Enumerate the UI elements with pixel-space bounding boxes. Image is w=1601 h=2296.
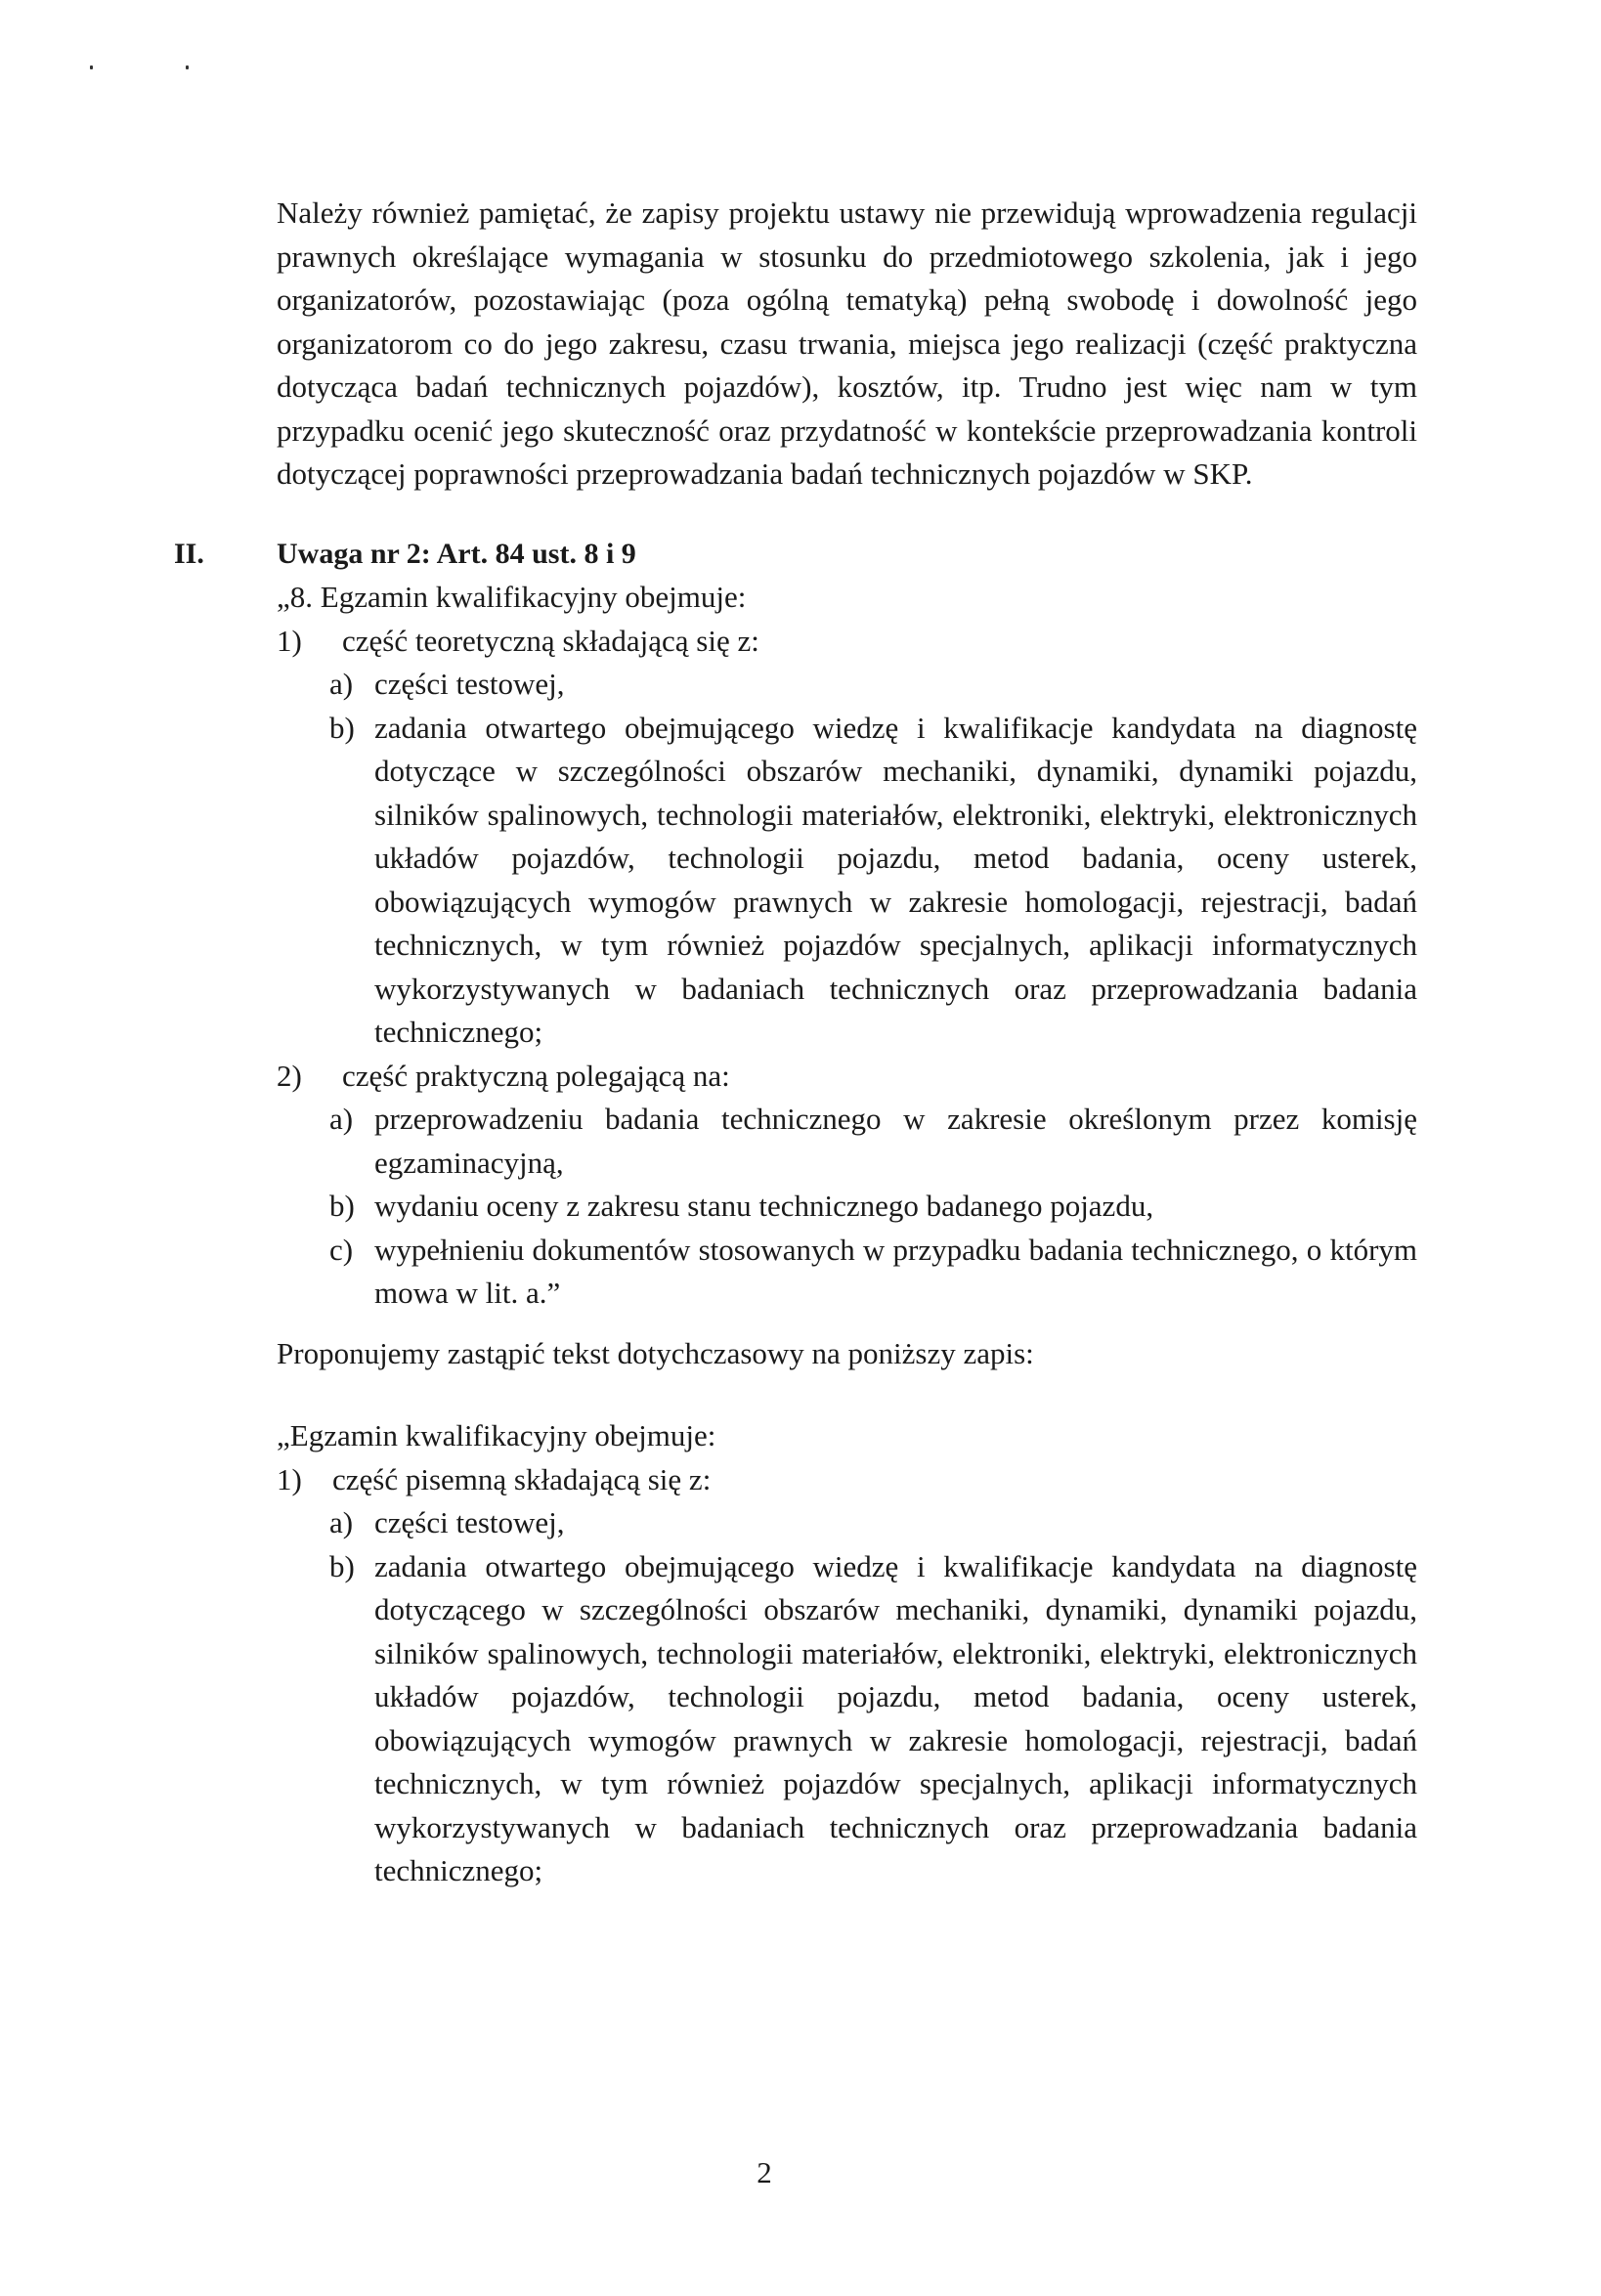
item-label: 2) [277, 1058, 302, 1093]
subitem-label: b) [329, 710, 355, 745]
item-label: 1) [277, 1461, 302, 1496]
paragraph-1: Należy również pamiętać, że zapisy projektu ustawy nie przewidują wprowadzenia regulacji prawnych określające wymagania w stosunku do przedmiotowego szkolenia, jak i jego organizatorów, pozostawiając (poza ogólną tematyką) pełną swobodę i dowolność jego organizatorom co do jego zakresu, czasu trwania, miejsca jego realizacji (część praktyczna dotycząca badań technicznych pojazdów), kosztów, itp. Trudno jest więc nam w tym przypadku ocenić jego skuteczność oraz przydatność w kontekście przeprowadzania kontroli dotyczącej poprawności przeprowadzania badań technicznych pojazdów w SKP. [277, 195, 1417, 491]
subitem-text: wydaniu oceny z zakresu stanu technicznego badanego pojazdu, [374, 1189, 1154, 1223]
subitem-text: części testowej, [374, 667, 565, 701]
item-text: część teoretyczną składającą się z: [342, 623, 759, 658]
original-item-1-sub-a [277, 663, 1417, 707]
page-number: 2 [757, 2155, 772, 2189]
item-text: część praktyczną polegającą na: [342, 1058, 730, 1093]
original-item-2-sub-a [277, 1098, 1417, 1185]
original-text-block [277, 576, 1417, 1316]
original-intro: „8. Egzamin kwalifikacyjny obejmuje: [277, 580, 747, 614]
item-text: część pisemną składającą się z: [332, 1461, 712, 1496]
subitem-text: wypełnieniu dokumentów stosowanych w przypadku badania technicznego, o którym mowa w lit. a.” [374, 1232, 1417, 1310]
proposal-intro: Proponujemy zastąpić tekst dotychczasowy na poniższy zapis: [277, 1335, 1034, 1370]
subitem-label: c) [329, 1232, 354, 1267]
original-item-2-sub-b [277, 1185, 1417, 1229]
scan-speck [90, 65, 93, 69]
proposed-item-1-sub-b [277, 1545, 1417, 1893]
subitem-text: części testowej, [374, 1505, 565, 1539]
section-heading [174, 533, 1417, 577]
proposed-item-1-sub-a [277, 1501, 1417, 1545]
scan-speck [186, 65, 189, 69]
proposed-text-block [277, 1414, 1417, 1893]
proposed-intro: „Egzamin kwalifikacyjny obejmuje: [277, 1418, 716, 1452]
section-title: Uwaga nr 2: Art. 84 ust. 8 i 9 [277, 537, 636, 570]
original-item-1-sub-b [277, 707, 1417, 1055]
item-label: 1) [277, 623, 302, 658]
subitem-label: a) [329, 1102, 354, 1136]
original-item-2 [277, 1055, 1417, 1099]
proposed-item-1 [277, 1458, 1417, 1502]
subitem-label: b) [329, 1189, 355, 1223]
original-item-2-sub-c [277, 1229, 1417, 1316]
subitem-text: zadania otwartego obejmującego wiedzę i kwalifikacje kandydata na diagnostę dotyczące w szczególności obszarów mechaniki, dynamiki, dynamiki pojazdu, silników spalinowych, technologii materiałów, elektroniki, elektryki, elektronicznych układów pojazdów, technologii pojazdu, metod badania, oceny usterek, obowiązujących wymogów prawnych w zakresie homologacji, rejestracji, badań technicznych, w tym również pojazdów specjalnych, aplikacji informatycznych wykorzystywanych w badaniach technicznych oraz przeprowadzania badania technicznego; [374, 710, 1417, 1049]
section-number: II. [174, 537, 204, 570]
subitem-label: b) [329, 1548, 355, 1583]
document-body [174, 192, 1417, 1893]
subitem-text: zadania otwartego obejmującego wiedzę i kwalifikacje kandydata na diagnostę dotyczącego w szczególności obszarów mechaniki, dynamiki, dynamiki pojazdu, silników spalinowych, technologii materiałów, elektroniki, elektryki, elektronicznych układów pojazdów, technologii pojazdu, metod badania, oceny usterek, obowiązujących wymogów prawnych w zakresie homologacji, rejestracji, badań technicznych, w tym również pojazdów specjalnych, aplikacji informatycznych wykorzystywanych w badaniach technicznych oraz przeprowadzania badania technicznego; [374, 1548, 1417, 1887]
subitem-label: a) [329, 667, 354, 701]
subitem-label: a) [329, 1505, 354, 1539]
subitem-text: przeprowadzeniu badania technicznego w zakresie określonym przez komisję egzaminacyjną, [374, 1102, 1417, 1180]
original-item-1 [277, 620, 1417, 664]
